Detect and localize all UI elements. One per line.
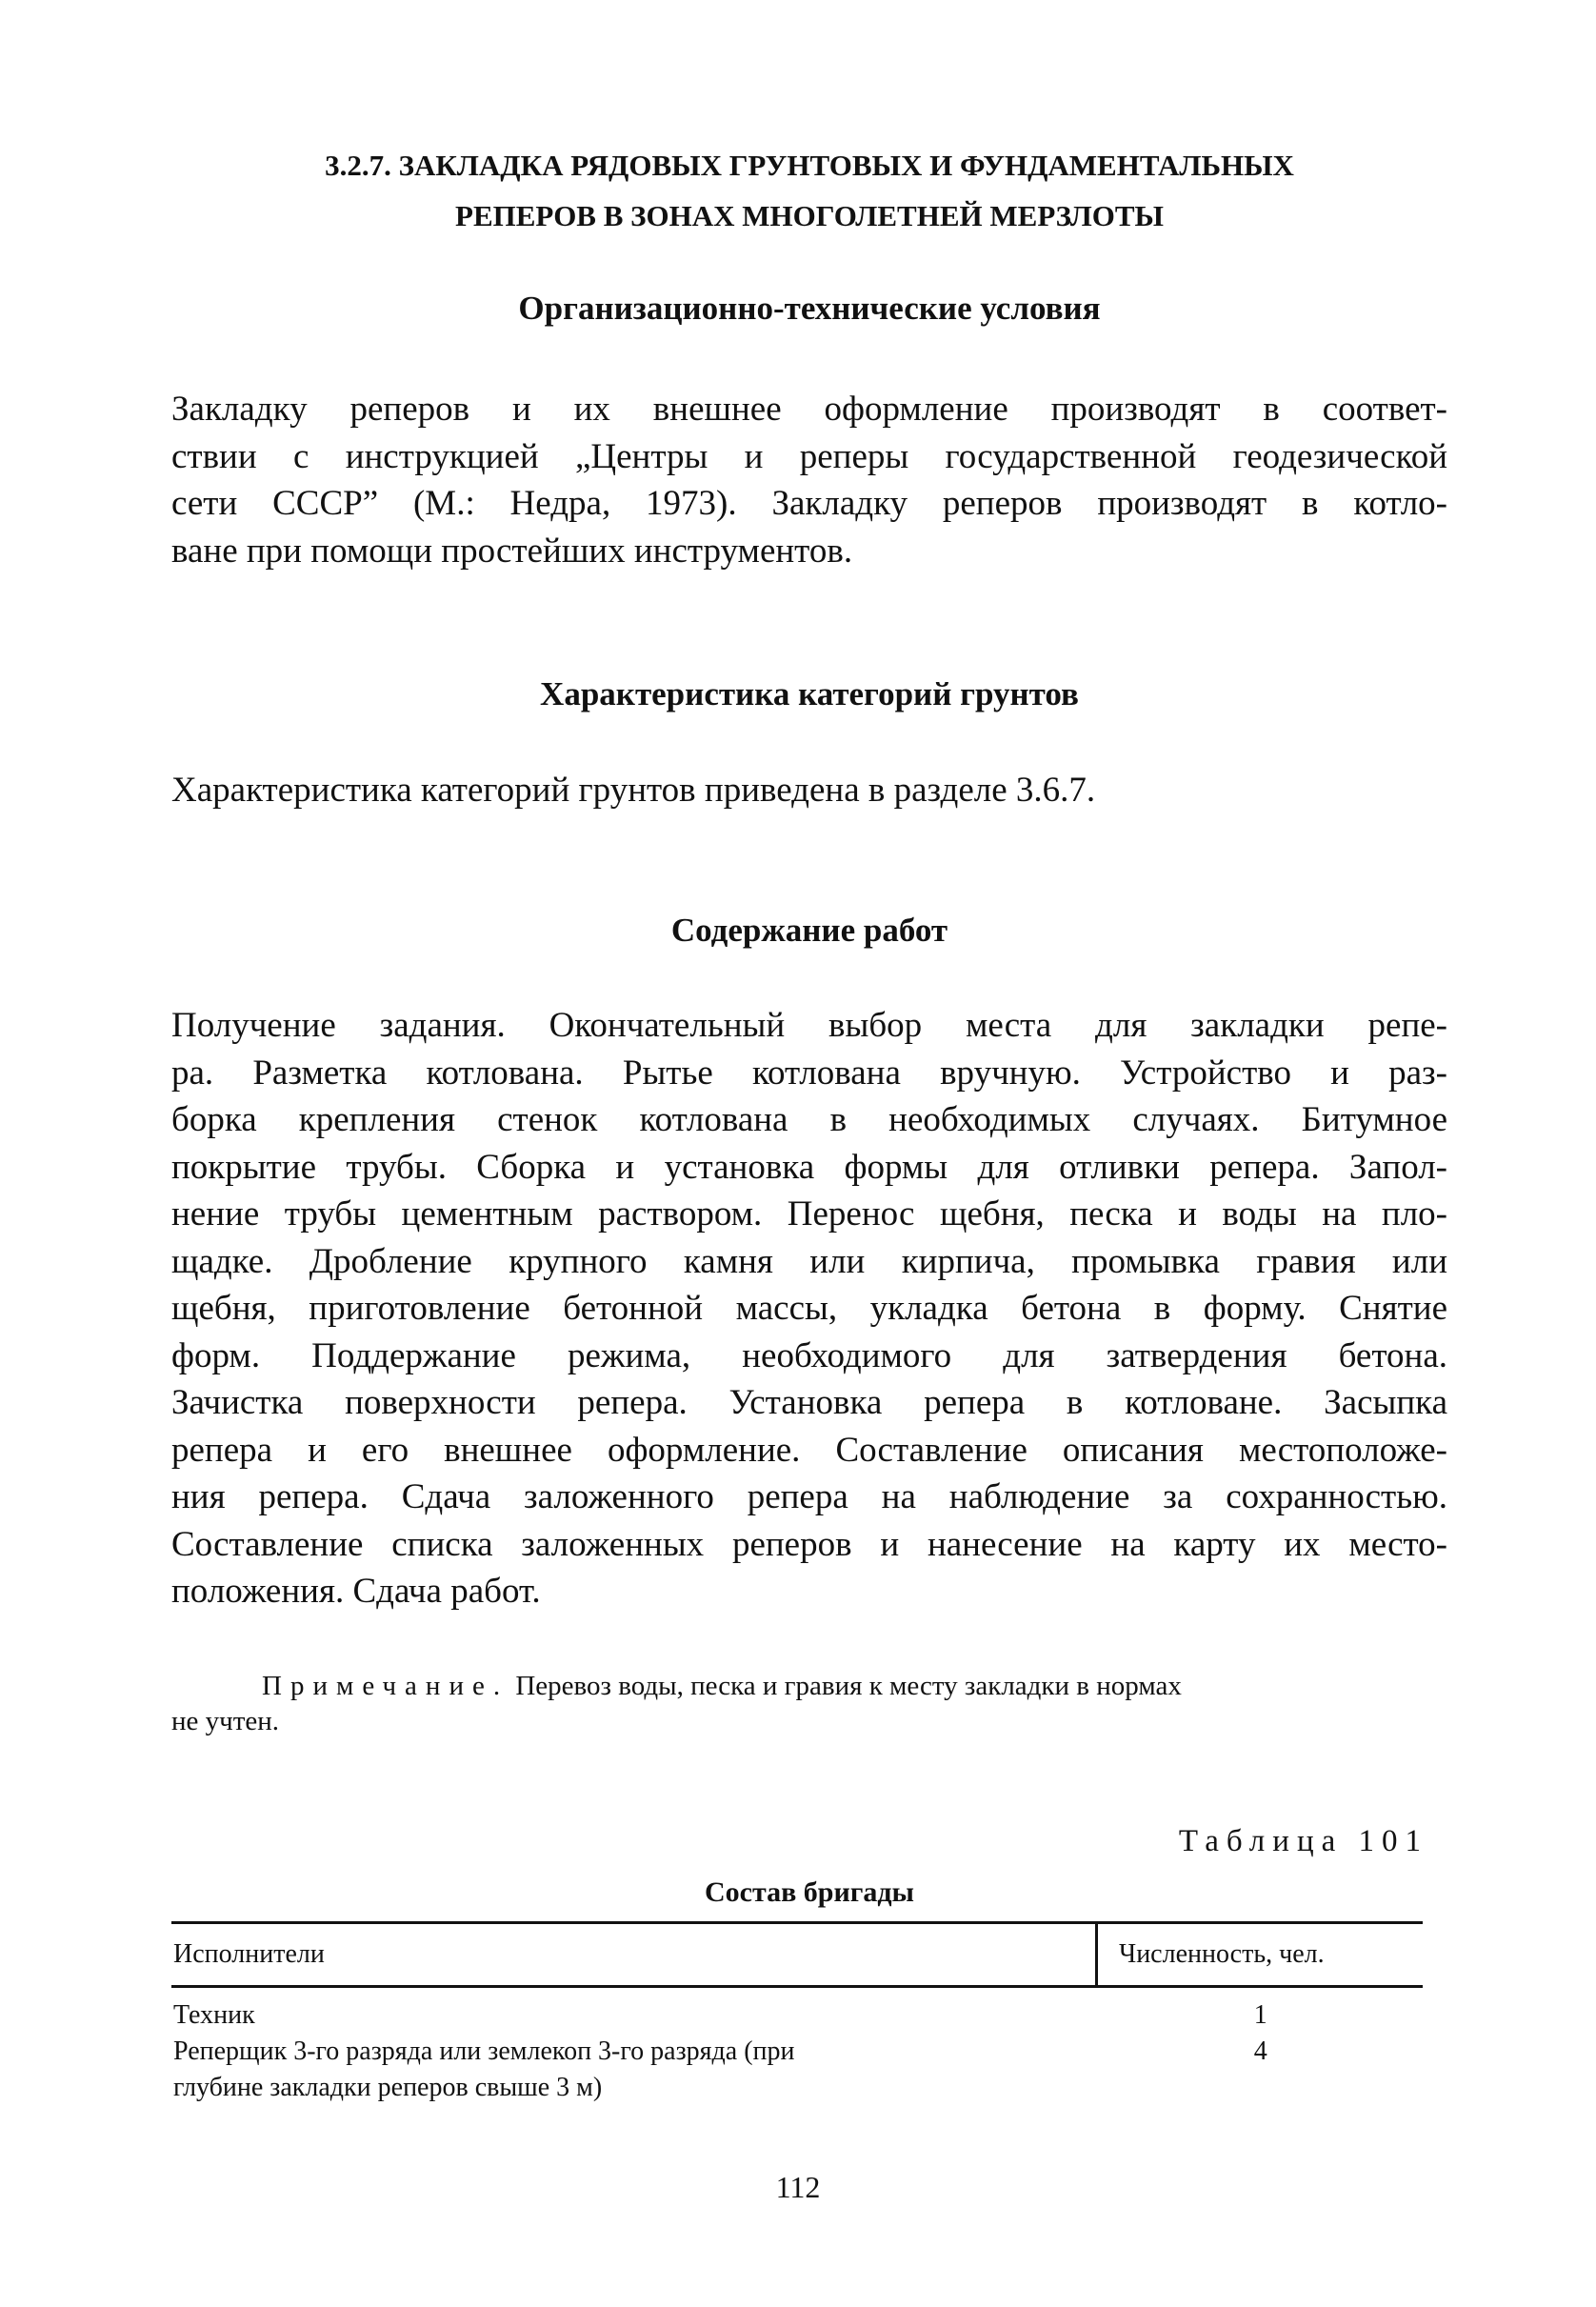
heading-work-content: Содержание работ [670,912,948,949]
note-line-1 [171,1669,1447,1704]
paragraph-line: ния репера. Сдача заложенного репера на наблюдение за сохранностью. [171,1477,1447,1516]
paragraph-line: покрытие трубы. Сборка и установка формы для отливки репера. Запол- [171,1147,1447,1187]
paragraph-line: ване при помощи простейших инструментов. [171,531,853,571]
paragraph-line: Зачистка поверхности репера. Установка репера в котловане. Засыпка [171,1383,1447,1422]
note-line-2: не учтен. [171,1706,280,1736]
paragraph-line: щебня, приготовление бетонной массы, укладка бетона в форму. Снятие [171,1289,1447,1328]
table-caption: Состав бригады [705,1876,914,1908]
table-header-row [171,1923,1423,1987]
section-title-line-1: 3.2.7. ЗАКЛАДКА РЯДОВЫХ ГРУНТОВЫХ И ФУНДАМЕНТАЛЬНЫХ [325,149,1294,182]
performer-line: глубине закладки реперов свыше 3 м) [173,2073,603,2102]
performer-cell [171,1987,1097,2035]
note-text: Перевоз воды, песка и гравия к месту закладки в нормах [515,1671,1182,1701]
paragraph-line: положения. Сдача работ. [171,1572,541,1611]
count-cell: 4 [1253,2036,1267,2066]
crew-table [171,1921,1423,2106]
paragraph-line: щадке. Дробление крупного камня или кирпича, промывка гравия или [171,1241,1447,1281]
paragraph-line: репера и его внешнее оформление. Составление описания местоположе- [171,1430,1447,1470]
paragraph-org-conditions [171,386,1447,574]
note-label: Примечание. [262,1671,509,1701]
paragraph-line: ствии с инструкцией „Центры и реперы государственной геодезической [171,436,1447,476]
section-title-line-2: РЕПЕРОВ В ЗОНАХ МНОГОЛЕТНЕЙ МЕРЗЛОТЫ [455,199,1164,232]
paragraph-line: ра. Разметка котлована. Рытье котлована вручную. Устройство и раз- [171,1053,1447,1093]
paragraph-line: нение трубы цементным раствором. Перенос щебня, песка и воды на пло- [171,1194,1447,1234]
paragraph-work-content [171,1002,1447,1615]
heading-soil-categories: Характеристика категорий грунтов [540,675,1079,712]
performer-cell [171,2034,1097,2106]
paragraph-line: Характеристика категорий грунтов приведена в разделе 3.6.7. [171,771,1096,810]
table-row [171,1987,1423,2035]
paragraph-line: сети СССР” (М.: Недра, 1973). Закладку реперов производят в котло- [171,484,1447,523]
note [171,1669,1447,1739]
header-performers: Исполнители [171,1923,1097,1987]
paragraph-line: форм. Поддержание режима, необходимого для затвердения бетона. [171,1335,1447,1375]
table-row [171,2034,1423,2106]
paragraph-line: Закладку реперов и их внешнее оформление производят в соответ- [171,390,1447,429]
paragraph-line: борка крепления стенок котлована в необходимых случаях. Битумное [171,1100,1447,1139]
count-cell: 1 [1253,2000,1267,2030]
paragraph-line: Составление списка заложенных реперов и нанесение на карту их место- [171,1524,1447,1564]
table-number: Таблица 101 [1178,1824,1428,1858]
section-title [171,140,1447,241]
page-number: 112 [775,2170,821,2204]
heading-org-conditions: Организационно-технические условия [518,290,1101,327]
paragraph-line: Получение задания. Окончательный выбор места для закладки репе- [171,1006,1447,1045]
performer-line: Реперщик 3-го разряда или землекоп 3-го разряда (при [173,2036,795,2066]
performer-line: Техник [173,2000,255,2030]
header-count: Численность, чел. [1097,1923,1424,1987]
paragraph-soil-categories [171,767,1447,814]
